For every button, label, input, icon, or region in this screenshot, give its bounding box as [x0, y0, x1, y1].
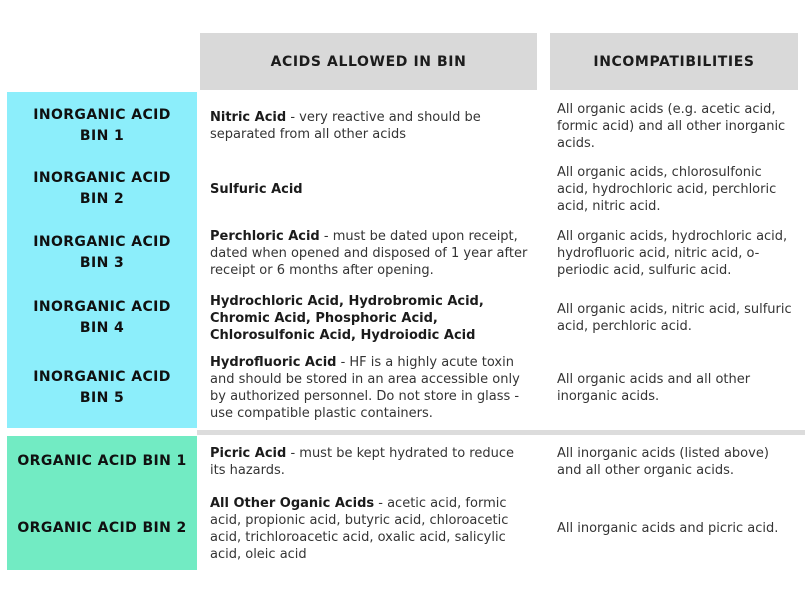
acid-name: Sulfuric Acid	[210, 181, 303, 197]
bin-label-line2: BIN 4	[79, 320, 125, 336]
bin-label-organic-1	[7, 436, 197, 487]
bin-label-inorganic-1	[7, 92, 197, 160]
acid-note: - must be dated upon receipt, dated when opened and disposed of 1 year after receipt or 6 months after opening.	[210, 228, 528, 278]
incompatibilities-cell: All organic acids, hydrochloric acid, hydrofluoric acid, nitric acid, o-periodic acid, sulfuric acid.	[557, 228, 788, 278]
incompatibilities-cell: All organic acids, nitric acid, sulfuric acid, perchloric acid.	[557, 302, 792, 334]
allowed-cell	[200, 436, 537, 487]
acid-name: Picric Acid	[210, 445, 287, 461]
acid-name: Hydrochloric Acid, Hydrobromic Acid, Chromic Acid, Phosphoric Acid, Chlorosulfonic Acid, Hydroiodic Acid	[210, 293, 484, 343]
bin-label-line2: BIN 1	[79, 128, 125, 144]
acid-note: - HF is a highly acute toxin and should be stored in an area accessible only by authorized personnel. Do not store in glass - use compatible plastic containers.	[210, 355, 520, 421]
acid-note: - must be kept hydrated to reduce its hazards.	[210, 445, 514, 478]
bin-label-organic-2	[7, 487, 197, 570]
bin-label-line1: INORGANIC ACID	[33, 107, 171, 123]
acid-name: Perchloric Acid	[210, 228, 320, 244]
acid-note: - very reactive and should be separated from all other acids	[210, 110, 481, 142]
allowed-cell	[200, 487, 537, 570]
incompatibilities-cell: All organic acids, chlorosulfonic acid, hydrochloric acid, perchloric acid, nitric acid.	[557, 164, 777, 214]
bin-label-inorganic-5	[7, 348, 197, 428]
bin-label-inorganic-2	[7, 160, 197, 218]
bin-label-line2: BIN 2	[79, 191, 125, 207]
acid-name: Nitric Acid	[210, 110, 287, 125]
allowed-cell	[200, 160, 537, 218]
bin-label-line2: BIN 5	[79, 390, 125, 406]
bin-label-inorganic-3	[7, 218, 197, 288]
acid-name: All Other Oganic Acids	[210, 495, 375, 511]
acid-note: - acetic acid, formic acid, propionic acid, butyric acid, chloroacetic acid, trichloroacetic acid, oxalic acid, salicylic acid, oleic acid	[210, 495, 509, 562]
bin-label-line1: ORGANIC ACID BIN 1	[17, 453, 187, 469]
allowed-cell	[200, 348, 537, 428]
allowed-cell	[200, 92, 537, 160]
bin-label-line1: INORGANIC ACID	[33, 234, 171, 250]
bin-label-line1: INORGANIC ACID	[33, 299, 171, 315]
bin-label-line2: BIN 3	[79, 255, 125, 271]
incompatibilities-cell: All inorganic acids and picric acid.	[557, 521, 779, 536]
column-header-incompatibilities: INCOMPATIBILITIES	[550, 33, 798, 90]
incompatibilities-cell: All organic acids (e.g. acetic acid, formic acid) and all other inorganic acids.	[557, 101, 786, 151]
incompatibilities-cell: All inorganic acids (listed above) and all other organic acids.	[557, 445, 769, 478]
bin-label-line1: ORGANIC ACID BIN 2	[17, 520, 187, 536]
column-header-acids-allowed: ACIDS ALLOWED IN BIN	[200, 33, 537, 90]
incompatibilities-cell: All organic acids and all other inorganic acids.	[557, 372, 751, 404]
bin-label-line1: INORGANIC ACID	[33, 369, 171, 385]
allowed-cell	[200, 218, 537, 288]
allowed-cell	[200, 288, 537, 348]
bin-label-line1: INORGANIC ACID	[33, 170, 171, 186]
table-grid	[7, 33, 798, 570]
bin-label-inorganic-4	[7, 288, 197, 348]
acid-name: Hydrofluoric Acid	[210, 355, 337, 370]
section-divider	[197, 430, 805, 435]
